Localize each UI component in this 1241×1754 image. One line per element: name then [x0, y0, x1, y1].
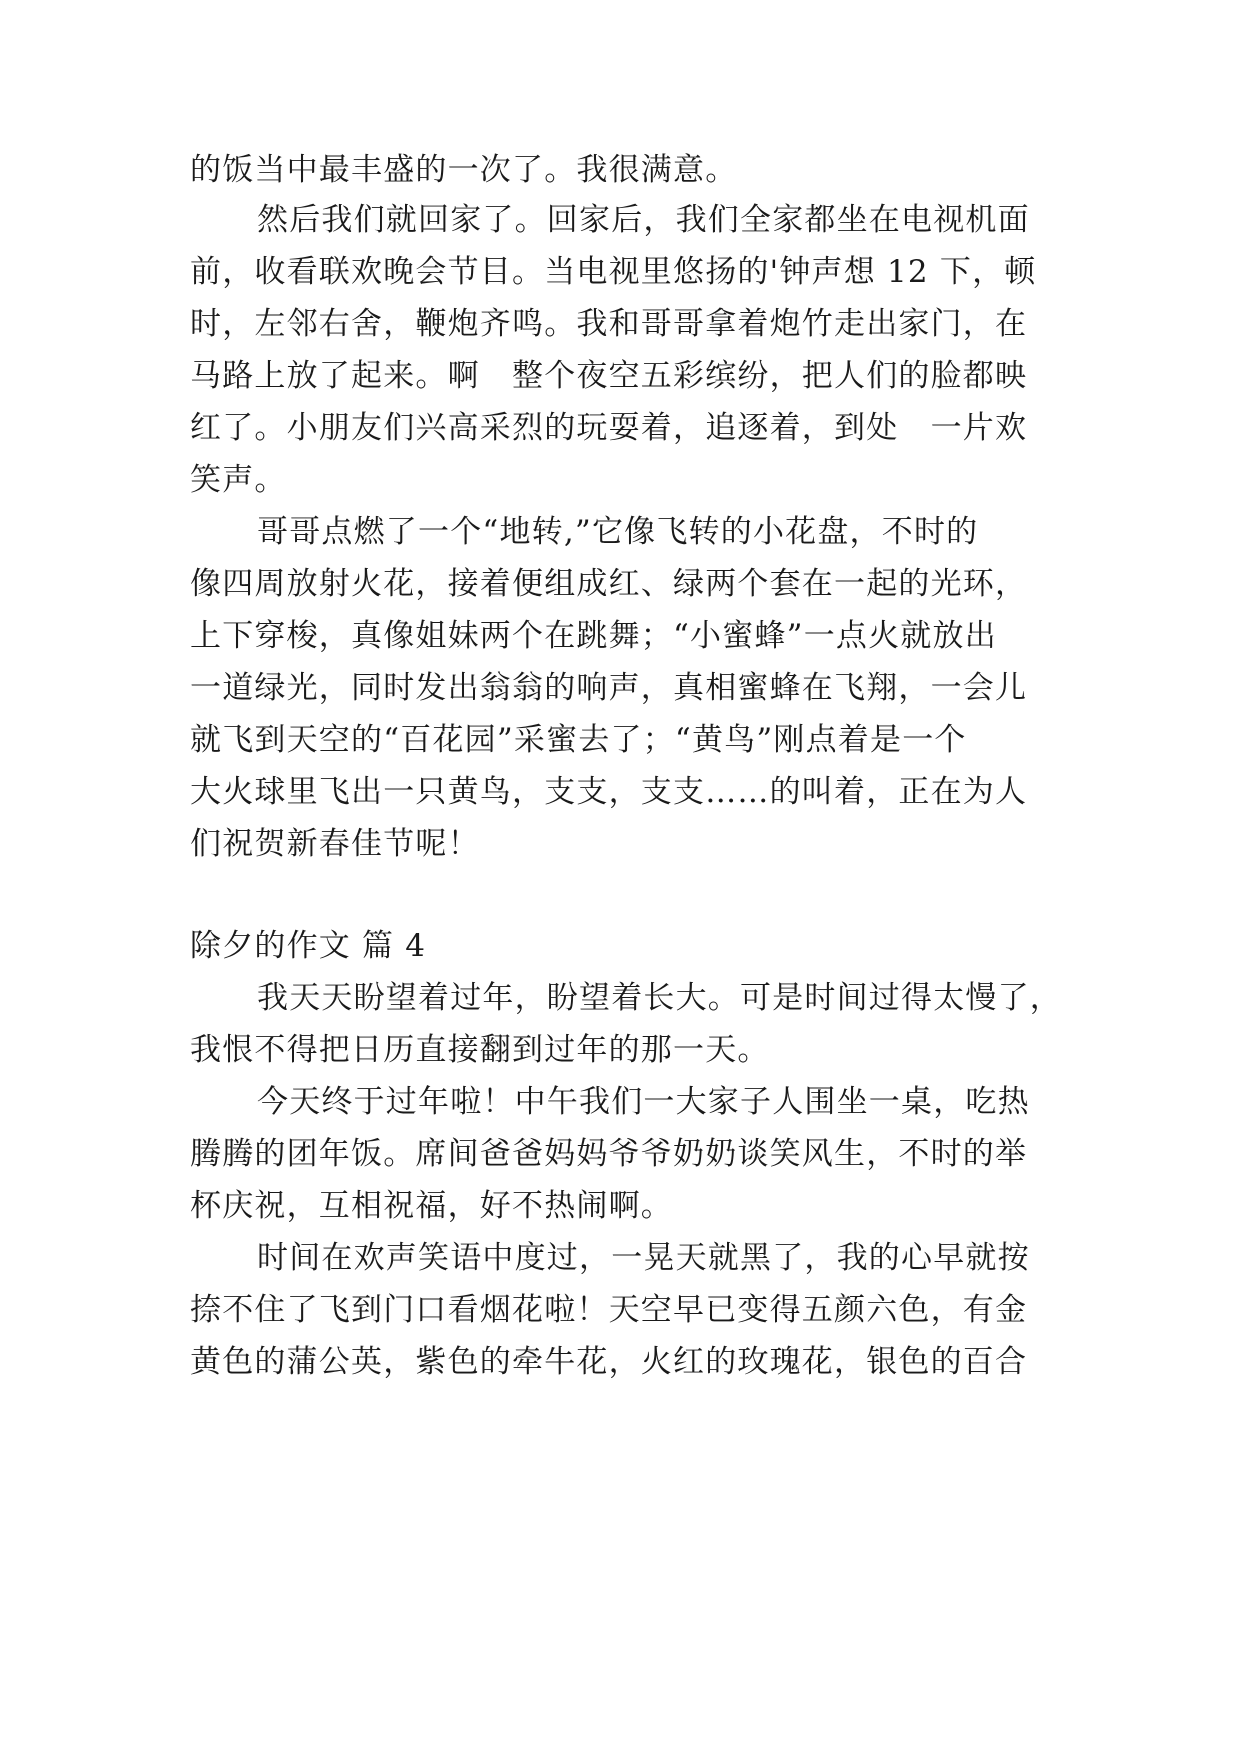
text-line: 杯庆祝，互相祝福，好不热闹啊。: [190, 1188, 673, 1224]
text-line: 像四周放射火花，接着便组成红、绿两个套在一起的光环，: [190, 566, 1028, 602]
text-line: 一道绿光，同时发出翁翁的响声，真相蜜蜂在飞翔，一会儿: [190, 670, 1028, 706]
text-line: 上下穿梭，真像姐妹两个在跳舞；“小蜜蜂”一点火就放出: [190, 618, 997, 654]
text-line: 红了。小朋友们兴高采烈的玩耍着，追逐着，到处 一片欢: [190, 410, 1028, 446]
text-line: 今天终于过年啦！中午我们一大家子人围坐一桌，吃热: [257, 1084, 1030, 1120]
text-line: 腾腾的团年饭。席间爸爸妈妈爷爷奶奶谈笑风生，不时的举: [190, 1136, 1028, 1172]
text-line: 时间在欢声笑语中度过，一晃天就黑了，我的心早就按: [257, 1240, 1030, 1276]
text-line: 我恨不得把日历直接翻到过年的那一天。: [190, 1032, 770, 1068]
text-line: 黄色的蒲公英，紫色的牵牛花，火红的玫瑰花，银色的百合: [190, 1344, 1028, 1380]
section-heading: 除夕的作文 篇 4: [190, 928, 427, 964]
text-line: 就飞到天空的“百花园”采蜜去了；“黄鸟”刚点着是一个: [190, 722, 967, 758]
text-line: 笑声。: [190, 462, 287, 498]
text-line: 大火球里飞出一只黄鸟，支支，支支……的叫着，正在为人: [190, 774, 1028, 810]
text-line: 马路上放了起来。啊 整个夜空五彩缤纷，把人们的脸都映: [190, 358, 1028, 394]
text-line: 前，收看联欢晚会节目。当电视里悠扬的'钟声想 12 下，顿: [190, 254, 1037, 290]
text-line: 时，左邻右舍，鞭炮齐鸣。我和哥哥拿着炮竹走出家门，在: [190, 306, 1028, 342]
text-line: 哥哥点燃了一个“地转,”它像飞转的小花盘，不时的: [257, 514, 979, 550]
text-line: 捺不住了飞到门口看烟花啦！天空早已变得五颜六色，有金: [190, 1292, 1028, 1328]
text-line: 们祝贺新春佳节呢！: [190, 826, 480, 862]
text-line: 的饭当中最丰盛的一次了。我很满意。: [190, 152, 738, 188]
text-line: 我天天盼望着过年，盼望着长大。可是时间过得太慢了，: [257, 980, 1062, 1016]
text-line: 然后我们就回家了。回家后，我们全家都坐在电视机面: [257, 202, 1030, 238]
